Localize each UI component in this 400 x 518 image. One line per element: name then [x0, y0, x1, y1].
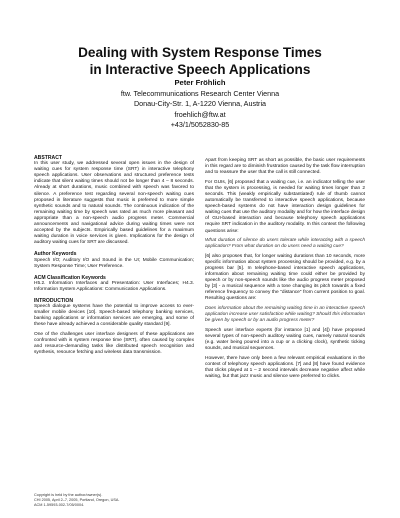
copyright-notice [34, 493, 194, 507]
author-address: Donau-City-Str. 1, A-1220 Vienna, Austria [133, 99, 267, 108]
body-paragraph-4: Speech user interface experts (for instance [1] and [4]) have proposed several types of non-speech auditory waiting cues, namely natural sounds (e.g. water being poured into a cup or a clicking clock), synthetic ticking sounds, and musical sequences. [205, 327, 365, 352]
author-phone: +43/1/5052830-85 [170, 120, 230, 129]
acm-text: H5.2. Information Interfaces and Presentation: User Interfaces; H4.3. Information System Applications: Communication Applications. [34, 280, 194, 292]
title-line-1: Dealing with System Response Times [78, 45, 322, 60]
keywords-text: Speech I/O; Auditory I/O and Sound in the UI; Mobile Communication; System Response Time; User Preference. [34, 257, 194, 269]
acm-heading: ACM Classification Keywords [34, 274, 106, 281]
author-name: Peter Fröhlich [174, 78, 226, 87]
author-affiliation: ftw. Telecommunications Research Center Vienna [120, 88, 280, 98]
body-paragraph-2: For GUIs, [6] proposed that a waiting cue, i.e. an indicator telling the user that the system is processing, is needed for waiting times longer than 2 seconds. This (weakly empirically substantiated) rule of thumb cannot automatically be transferred to interactive speech applications, because speech-based systems do not have interaction design guidelines for waiting cues that use the auditory modality and for how the interface design of GUI-based interaction and because telephony speech applications require SRT indication in the auditory modality. In this context the following questions arise: [205, 179, 365, 234]
right-column [205, 158, 365, 380]
body-paragraph-5: However, there have only been a few relevant empirical evaluations in the context of telephony speech applications. [7] and [8] have found evidence that clicks played at 1 – 2 second intervals decrease negative affect while waiting, but that jazz music and silence were preferred to clicks. [205, 355, 365, 379]
abstract-text: In this user study, we addressed several open issues in the design of waiting cues for system response time (SRT) in interactive telephony speech applications. User observations and structured preference tests indicate that silent waiting times should not be longer than 4 – 8 seconds. Already at short durations, music combined with speech was favored to silence. A preference test regarding several non-speech waiting cues proposed in literature suggests that music is preferred to more simple synthetic sounds and to natural sounds. The continuous indication of the remaining waiting time by speech was rated as much more pleasant and appropriate than a non-speech audio progress meter. Commercial announcements and navigational advice during waiting times were not accepted by the subjects. Empirically based guidelines for a maximum waiting duration in voice services is given. Implications for the design of auditory waiting cues for SRT are discussed. [34, 161, 194, 246]
copyright-line-3: ACM 1-59593-002-7/05/0004. [34, 502, 85, 507]
author-block [0, 78, 400, 131]
left-column [34, 155, 194, 356]
introduction-paragraph-2: One of the challenges user interface designers of these applications are confronted with is system response time (SRT), often caused by complex and resource-demanding tasks like distributed speech recognition and synthesis, resource fetching and wireless data transmission. [34, 331, 194, 356]
body-paragraph-1: Apart from keeping SRT as short as possible, the basic user requirements in this regard are to diminish frustration caused by the task flow interruption and to reassure the user that the call is still connected. [205, 158, 365, 176]
abstract-heading: ABSTRACT [34, 155, 63, 161]
author-email: froehlich@ftw.at [174, 109, 226, 119]
introduction-paragraph-1: Speech dialogue systems have the potential to improve access to ever-smaller mobile devices [10]. Speech-based telephony banking services, banking applications or information services are emerging, and some of these have already achieved a considerable quality standard [9]. [34, 304, 194, 328]
introduction-heading: INTRODUCTION [34, 297, 74, 304]
research-question-2: Does information about the remaining waiting time in an interactive speech application increase user satisfaction while waiting? Should this information be given by speech or by an audio progress meter? [205, 306, 365, 324]
copyright-line-2: CHI 2005, April 2–7, 2005, Portland, Oregon, USA. [34, 497, 120, 502]
copyright-line-1: Copyright is held by the author/owner(s). [34, 493, 103, 497]
keywords-heading: Author Keywords [34, 251, 77, 258]
title-line-2: in Interactive Speech Applications [89, 62, 311, 77]
paper-title [0, 44, 400, 78]
research-question-1: What duration of silence do users tolerate while interacting with a speech application? From what duration on do users need a waiting cue? [205, 238, 365, 250]
body-paragraph-3: [6] also proposes that, for longer waiting durations than 10 seconds, more specific information about system processing should be provided, e.g. by a progress bar [5]. In telephone-based interactive speech applications, information about remaining waiting time could either be provided by speech or by non-speech sounds like the audio progress meter proposed by [3] - a musical sequence with a tone changing its pitch towards a fixed reference frequency to convey the "distance" from current position to goal. Resulting questions are: [205, 253, 365, 302]
